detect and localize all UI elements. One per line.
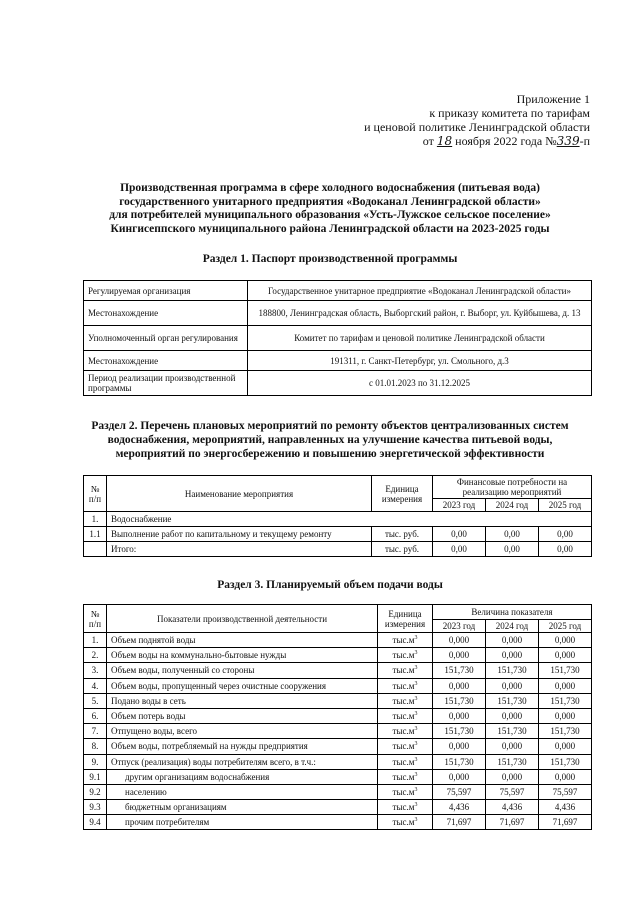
section2-heading	[40, 419, 620, 461]
row-name: прочим потребителям	[107, 815, 378, 830]
row-value-2024: 0,00	[486, 542, 539, 557]
row-unit	[378, 724, 433, 739]
row-value-2023: 0,000	[433, 678, 486, 693]
row-value-2023: 0,000	[433, 708, 486, 723]
passport-label: Период реализации производственной программы	[84, 371, 248, 396]
table-row	[84, 512, 592, 527]
title-line3: для потребителей муниципального образования «Усть-Лужское сельское поселение»	[109, 209, 551, 221]
row-unit	[378, 648, 433, 663]
unit-base: тыс.м	[392, 695, 415, 706]
passport-label: Уполномоченный орган регулирования	[84, 326, 248, 351]
col-value-header: Величина показателя	[433, 605, 592, 620]
row-value-2024: 151,730	[486, 693, 539, 708]
row-num: 9.1	[84, 769, 107, 784]
unit-base: тыс.м	[392, 786, 415, 797]
row-value-2025: 151,730	[539, 663, 592, 678]
row-unit: тыс. руб.	[372, 542, 433, 557]
col-name-header: Показатели производственной деятельности	[107, 605, 378, 633]
row-unit	[378, 708, 433, 723]
unit-exponent: 3	[414, 741, 418, 748]
row-value-2024: 75,597	[486, 784, 539, 799]
unit-base: тыс.м	[392, 726, 415, 737]
water-supply-table	[83, 604, 592, 830]
passport-value: Комитет по тарифам и ценовой политике Ленинградской области	[248, 326, 592, 351]
row-value-2024: 0,000	[486, 739, 539, 754]
row-value-2025: 0,00	[539, 542, 592, 557]
row-name: Объем воды, потребляемый на нужды предприятия	[107, 739, 378, 754]
unit-base: тыс.м	[392, 817, 415, 828]
passport-label: Регулируемая организация	[84, 281, 248, 301]
section2-heading-line1: Раздел 2. Перечень плановых мероприятий по ремонту объектов централизованных систем	[91, 420, 569, 432]
col-year1-header: 2023 год	[433, 620, 486, 633]
row-unit	[378, 754, 433, 769]
unit-exponent: 3	[414, 726, 418, 733]
row-value-2025: 0,000	[539, 633, 592, 648]
unit-exponent: 3	[414, 756, 418, 763]
measures-table	[83, 475, 592, 557]
table-row	[84, 724, 592, 739]
row-name: населению	[107, 784, 378, 799]
unit-exponent: 3	[414, 771, 418, 778]
row-unit	[378, 784, 433, 799]
row-name: Водоснабжение	[107, 512, 592, 527]
table-row	[84, 784, 592, 799]
row-unit: тыс. руб.	[372, 527, 433, 542]
row-value-2025: 71,697	[539, 815, 592, 830]
row-value-2025: 0,00	[539, 527, 592, 542]
row-unit	[378, 693, 433, 708]
row-num: 9.2	[84, 784, 107, 799]
row-value-2025: 151,730	[539, 693, 592, 708]
row-num	[84, 542, 107, 557]
date-rest: ноября 2022 года №	[455, 134, 557, 148]
unit-base: тыс.м	[392, 802, 415, 813]
row-num: 1.	[84, 633, 107, 648]
unit-exponent: 3	[414, 665, 418, 672]
passport-label: Местонахождение	[84, 351, 248, 371]
table-row	[84, 754, 592, 769]
passport-value: 188800, Ленинградская область, Выборгский район, г. Выборг, ул. Куйбышева, д. 13	[248, 301, 592, 326]
table-row	[84, 708, 592, 723]
row-value-2023: 0,000	[433, 648, 486, 663]
row-value-2024: 0,000	[486, 648, 539, 663]
date-day: 18	[436, 134, 453, 148]
table-row	[84, 693, 592, 708]
row-num: 2.	[84, 648, 107, 663]
row-value-2023: 0,00	[433, 542, 486, 557]
row-value-2024: 0,000	[486, 769, 539, 784]
row-value-2025: 151,730	[539, 754, 592, 769]
unit-exponent: 3	[414, 680, 418, 687]
row-value-2024: 0,00	[486, 527, 539, 542]
row-value-2024: 0,000	[486, 708, 539, 723]
unit-base: тыс.м	[392, 650, 415, 661]
passport-row	[84, 351, 592, 371]
unit-exponent: 3	[414, 711, 418, 718]
row-name: Подано воды в сеть	[107, 693, 378, 708]
row-value-2023: 4,436	[433, 800, 486, 815]
col-need-header: Финансовые потребности на реализацию мероприятий	[433, 476, 592, 499]
row-name: Объем потерь воды	[107, 708, 378, 723]
row-num: 5.	[84, 693, 107, 708]
row-num: 3.	[84, 663, 107, 678]
unit-exponent: 3	[414, 695, 418, 702]
appendix-date	[340, 134, 590, 148]
row-unit	[378, 678, 433, 693]
appendix-line3: и ценовой политике Ленинградской области	[364, 120, 590, 134]
row-value-2024: 71,697	[486, 815, 539, 830]
unit-exponent: 3	[414, 786, 418, 793]
unit-exponent: 3	[414, 802, 418, 809]
row-value-2025: 151,730	[539, 724, 592, 739]
unit-base: тыс.м	[392, 711, 415, 722]
passport-row	[84, 371, 592, 396]
col-unit-header: Единица измерения	[378, 605, 433, 633]
col-name-header: Наименование мероприятия	[107, 476, 372, 512]
row-unit	[378, 663, 433, 678]
row-num: 9.	[84, 754, 107, 769]
row-name: Отпуск (реализация) воды потребителям всего, в т.ч.:	[107, 754, 378, 769]
passport-table	[83, 280, 592, 396]
title-line4: Кингисеппского муниципального района Ленинградской области на 2023-2025 годы	[110, 222, 550, 235]
document-title	[40, 182, 620, 236]
row-num: 1.	[84, 512, 107, 527]
appendix-line2: к приказу комитета по тарифам	[429, 106, 590, 120]
passport-value: 191311, г. Санкт-Петербург, ул. Смольного, д.3	[248, 351, 592, 371]
order-number: 339	[556, 134, 580, 148]
col-year3-header: 2025 год	[539, 499, 592, 512]
row-num: 8.	[84, 739, 107, 754]
row-name: Итого:	[107, 542, 372, 557]
appendix-line1: Приложение 1	[516, 92, 590, 106]
row-value-2024: 4,436	[486, 800, 539, 815]
unit-base: тыс.м	[392, 741, 415, 752]
unit-exponent: 3	[414, 817, 418, 824]
row-value-2023: 75,597	[433, 784, 486, 799]
row-name: Выполнение работ по капитальному и текущему ремонту	[107, 527, 372, 542]
row-num: 7.	[84, 724, 107, 739]
col-num-header: № п/п	[84, 605, 107, 633]
row-unit	[378, 739, 433, 754]
row-name: другим организациям водоснабжения	[107, 769, 378, 784]
table-row	[84, 769, 592, 784]
table-row	[84, 800, 592, 815]
col-unit-header: Единица измерения	[372, 476, 433, 512]
col-year2-header: 2024 год	[486, 499, 539, 512]
row-value-2023: 0,000	[433, 739, 486, 754]
row-name: Объем воды, полученный со стороны	[107, 663, 378, 678]
row-name: бюджетным организациям	[107, 800, 378, 815]
col-year3-header: 2025 год	[539, 620, 592, 633]
row-value-2024: 151,730	[486, 724, 539, 739]
col-year1-header: 2023 год	[433, 499, 486, 512]
passport-row	[84, 326, 592, 351]
row-value-2023: 0,00	[433, 527, 486, 542]
table-row	[84, 815, 592, 830]
unit-base: тыс.м	[392, 771, 415, 782]
unit-base: тыс.м	[392, 680, 415, 691]
row-value-2025: 0,000	[539, 769, 592, 784]
passport-row	[84, 301, 592, 326]
unit-base: тыс.м	[392, 756, 415, 767]
table-row	[84, 648, 592, 663]
table-row	[84, 527, 592, 542]
unit-base: тыс.м	[392, 665, 415, 676]
unit-exponent: 3	[414, 650, 418, 657]
unit-exponent: 3	[414, 635, 418, 642]
row-value-2024: 151,730	[486, 663, 539, 678]
table-row	[84, 739, 592, 754]
row-unit	[378, 800, 433, 815]
row-value-2025: 4,436	[539, 800, 592, 815]
passport-label: Местонахождение	[84, 301, 248, 326]
row-num: 4.	[84, 678, 107, 693]
date-prefix: от	[422, 134, 434, 148]
row-value-2023: 151,730	[433, 663, 486, 678]
row-num: 9.4	[84, 815, 107, 830]
row-value-2023: 0,000	[433, 633, 486, 648]
passport-value: Государственное унитарное предприятие «Водоканал Ленинградской области»	[248, 281, 592, 301]
row-value-2024: 0,000	[486, 633, 539, 648]
passport-row	[84, 281, 592, 301]
col-year2-header: 2024 год	[486, 620, 539, 633]
section1-heading: Раздел 1. Паспорт производственной программы	[202, 253, 458, 265]
row-value-2024: 0,000	[486, 678, 539, 693]
title-line2: государственного унитарного предприятия «Водоканал Ленинградской области»	[119, 195, 541, 208]
row-value-2025: 0,000	[539, 678, 592, 693]
row-name: Объем поднятой воды	[107, 633, 378, 648]
row-unit	[378, 633, 433, 648]
row-value-2024: 151,730	[486, 754, 539, 769]
row-value-2023: 151,730	[433, 754, 486, 769]
table-row	[84, 633, 592, 648]
row-value-2025: 0,000	[539, 708, 592, 723]
table-row	[84, 678, 592, 693]
row-value-2023: 0,000	[433, 769, 486, 784]
row-name: Объем воды, пропущенный через очистные сооружения	[107, 678, 378, 693]
appendix-header	[340, 92, 590, 148]
row-value-2025: 0,000	[539, 739, 592, 754]
row-value-2023: 151,730	[433, 693, 486, 708]
row-num: 9.3	[84, 800, 107, 815]
unit-base: тыс.м	[392, 635, 415, 646]
row-value-2025: 75,597	[539, 784, 592, 799]
title-line1: Производственная программа в сфере холодного водоснабжения (питьевая вода)	[120, 182, 540, 194]
row-num: 6.	[84, 708, 107, 723]
section2-heading-line3: мероприятий по энергосбережению и повышению энергетической эффективности	[115, 448, 545, 460]
row-name: Объем воды на коммунально-бытовые нужды	[107, 648, 378, 663]
row-num: 1.1	[84, 527, 107, 542]
table-row	[84, 542, 592, 557]
row-unit	[378, 815, 433, 830]
order-suffix: -п	[579, 134, 590, 148]
row-name: Отпущено воды, всего	[107, 724, 378, 739]
table-row	[84, 663, 592, 678]
row-value-2023: 151,730	[433, 724, 486, 739]
row-value-2025: 0,000	[539, 648, 592, 663]
col-num-header: № п/п	[84, 476, 107, 512]
passport-value: с 01.01.2023 по 31.12.2025	[248, 371, 592, 396]
section3-heading: Раздел 3. Планируемый объем подачи воды	[217, 579, 443, 591]
row-value-2023: 71,697	[433, 815, 486, 830]
row-unit	[378, 769, 433, 784]
section2-heading-line2: водоснабжения, мероприятий, направленных на улучшение качества питьевой воды,	[107, 434, 553, 446]
